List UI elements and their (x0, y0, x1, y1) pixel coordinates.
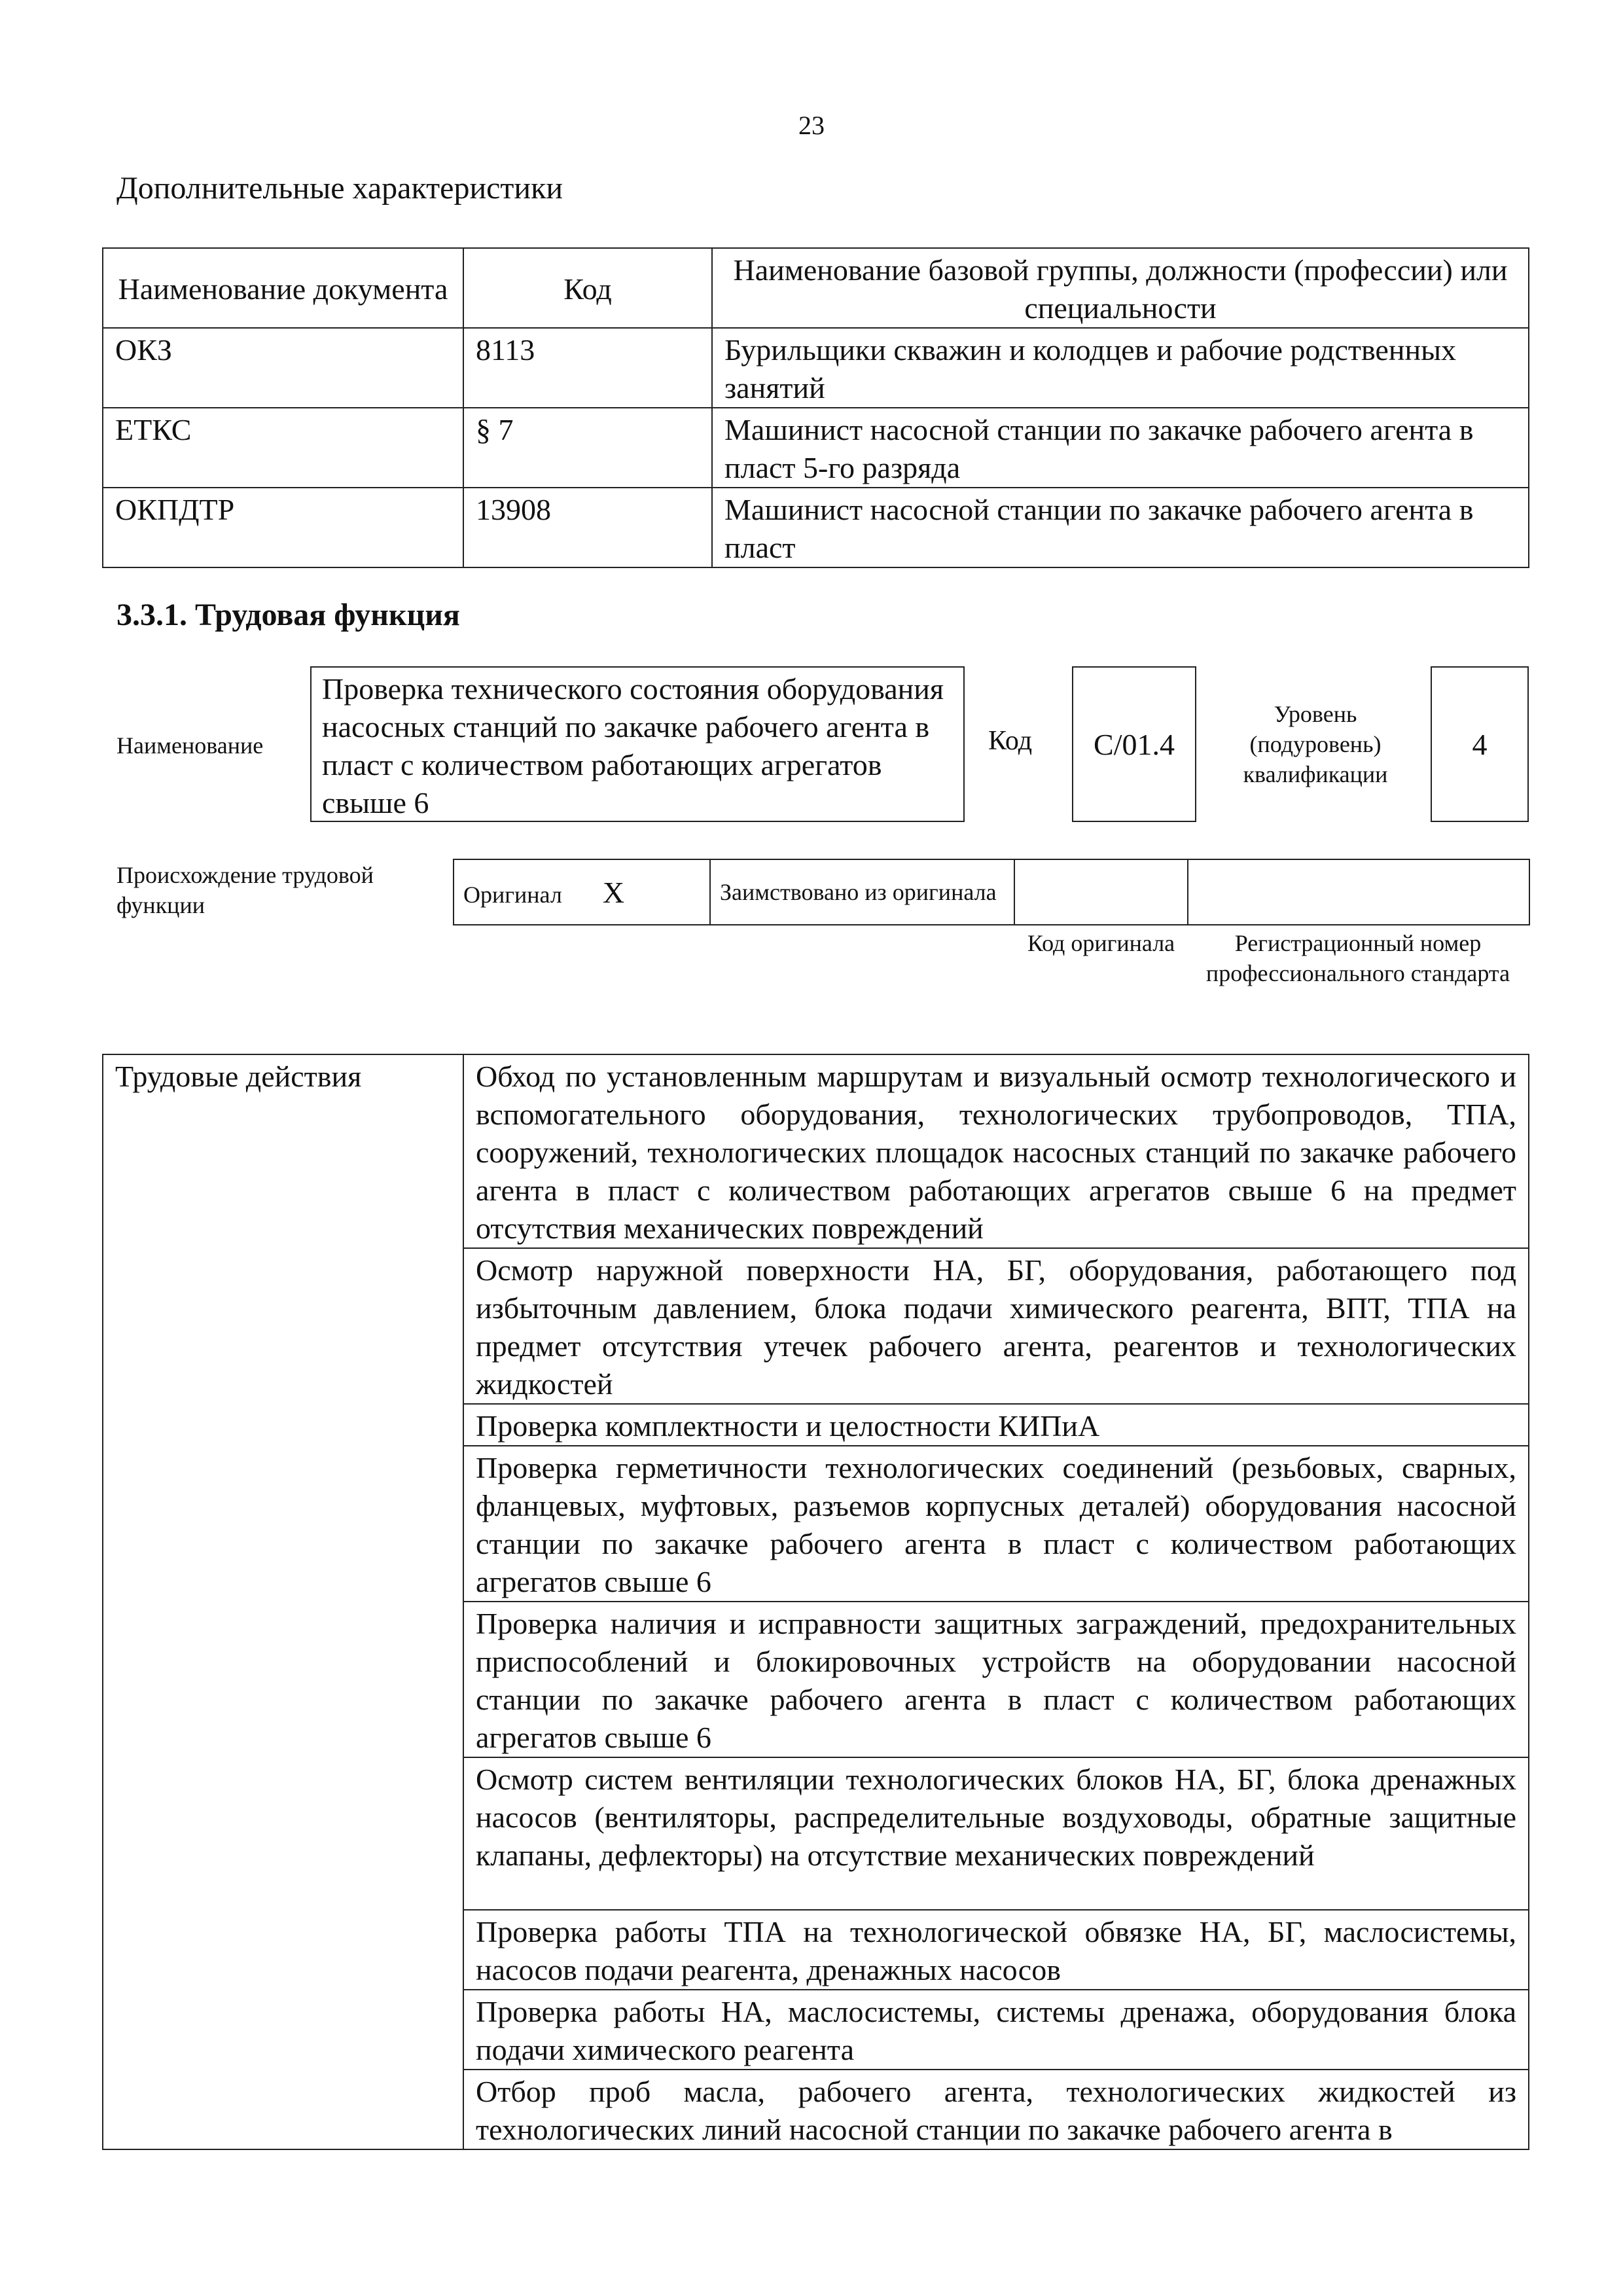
column-header: Наименование документа (103, 248, 463, 328)
origin-label: Происхождение трудовой функции (116, 862, 374, 918)
labor-function-heading: 3.3.1. Трудовая функция (116, 598, 460, 632)
doc-cell: ЕТКС (103, 408, 463, 488)
labor-action-item: Осмотр систем вентиляции технологических блоков НА, БГ, блока дренажных насосов (вентиляторы, распределительные воздуховоды, обратные защитные клапаны, дефлекторы) на отсутствие механических повреждений (463, 1757, 1529, 1910)
code-cell: 8113 (463, 328, 712, 408)
original-code-caption: Код оригинала (1027, 930, 1175, 956)
labor-actions-label: Трудовые действия (103, 1054, 463, 2149)
column-header: Код (463, 248, 712, 328)
code-cell: 13908 (463, 488, 712, 567)
page-number: 23 (798, 111, 825, 140)
origin-table (453, 859, 1530, 925)
labor-actions-table (102, 1054, 1529, 2150)
qualification-level-label: Уровень (подуровень) квалификации (1243, 701, 1388, 787)
labor-action-item: Обход по установленным маршрутам и визуальный осмотр технологического и вспомогательного оборудования, технологических трубопроводов, ТПА, сооружений, технологических площадок насосных станций по закачке рабочего агента в пласт с количеством работающих агрегатов свыше 6 на предмет отсутствия механических повреждений (463, 1054, 1529, 1248)
original-cell (454, 859, 710, 925)
name-label: Наименование (116, 732, 264, 759)
labor-action-item: Проверка работы НА, маслосистемы, системы дренажа, оборудования блока подачи химического реагента (463, 1990, 1529, 2070)
original-label: Оригинал (463, 881, 562, 908)
function-code-box: С/01.4 (1072, 666, 1196, 822)
original-code-cell (1014, 859, 1188, 925)
labor-action-item: Проверка работы ТПА на технологической обвязке НА, БГ, маслосистемы, насосов подачи реагента, дренажных насосов (463, 1910, 1529, 1990)
original-mark: X (602, 875, 625, 909)
table-header-row (103, 248, 1529, 328)
function-name-box: Проверка технического состояния оборудования насосных станций по закачке рабочего агента в пласт с количеством работающих агрегатов свыше 6 (310, 666, 965, 822)
labor-action-item: Проверка наличия и исправности защитных заграждений, предохранительных приспособлений и блокировочных устройств на оборудовании насосной станции по закачке рабочего агента в пласт с количеством работающих агрегатов свыше 6 (463, 1602, 1529, 1757)
qualification-level-box: 4 (1431, 666, 1529, 822)
table-row (103, 408, 1529, 488)
table-row (103, 328, 1529, 408)
registration-number-cell (1188, 859, 1529, 925)
borrowed-label: Заимствовано из оригинала (710, 859, 1014, 925)
labor-action-item: Осмотр наружной поверхности НА, БГ, оборудования, работающего под избыточным давлением, блока подачи химического реагента, ВПТ, ТПА на предмет отсутствия утечек рабочего агента, реагентов и технологических жидкостей (463, 1248, 1529, 1404)
name-cell: Машинист насосной станции по закачке рабочего агента в пласт (712, 488, 1529, 567)
column-header: Наименование базовой группы, должности (профессии) или специальности (712, 248, 1529, 328)
labor-action-item: Отбор проб масла, рабочего агента, технологических жидкостей из технологических линий насосной станции по закачке рабочего агента в (463, 2070, 1529, 2149)
labor-action-item: Проверка герметичности технологических соединений (резьбовых, сварных, фланцевых, муфтовых, разъемов корпусных деталей) оборудования насосной станции по закачке рабочего агента в пласт с количеством работающих агрегатов свыше 6 (463, 1446, 1529, 1602)
labor-action-item: Проверка комплектности и целостности КИПиА (463, 1404, 1529, 1446)
table-row (103, 488, 1529, 567)
doc-cell: ОКПДТР (103, 488, 463, 567)
name-cell: Машинист насосной станции по закачке рабочего агента в пласт 5-го разряда (712, 408, 1529, 488)
table-row (103, 1054, 1529, 1248)
name-cell: Бурильщики скважин и колодцев и рабочие родственных занятий (712, 328, 1529, 408)
characteristics-table (102, 247, 1529, 568)
registration-number-caption: Регистрационный номер профессионального стандарта (1205, 930, 1510, 986)
doc-cell: ОКЗ (103, 328, 463, 408)
code-cell: § 7 (463, 408, 712, 488)
code-label: Код (988, 726, 1033, 756)
section-heading: Дополнительные характеристики (116, 171, 563, 206)
